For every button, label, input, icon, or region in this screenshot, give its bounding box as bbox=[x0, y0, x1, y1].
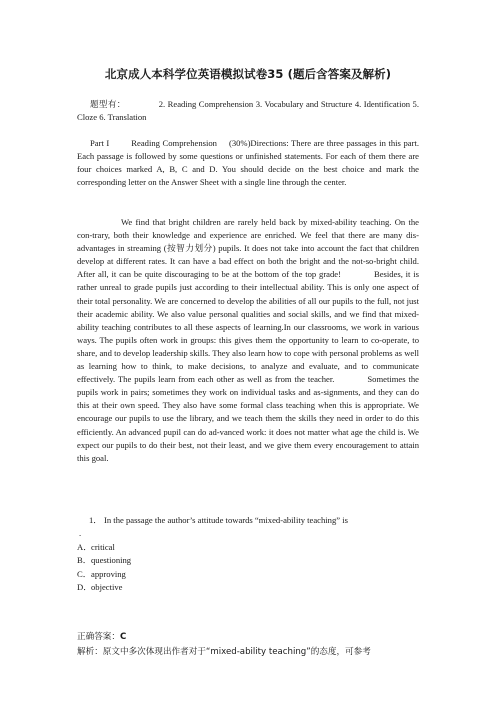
question-types-line bbox=[77, 98, 419, 124]
explanation-text: 原文中多次体现出作者对于“mixed-ability teaching”的态度，可参考 bbox=[102, 647, 371, 657]
option-text: critical bbox=[91, 542, 115, 552]
option-letter: D． bbox=[77, 581, 92, 592]
document-title: 北京成人本科学位英语模拟试卷35 (题后含答案及解析) bbox=[104, 67, 392, 81]
option-text: questioning bbox=[91, 555, 132, 566]
option-letter: C． bbox=[77, 568, 92, 579]
option-b[interactable] bbox=[77, 554, 131, 567]
explanation-label: 解析： bbox=[77, 647, 103, 657]
option-d[interactable] bbox=[77, 581, 131, 594]
passage-text-b: Besides, it is rather unreal to grade pupils just according to their intellectual ability. This is only one aspect of their total personality. We are concerned to develop the abilities of all our pupils to the full, not just their academic ability. We also value personal qualities and social skills, and we find that mixed-ability teaching contributes to all these aspects of learning.In our classrooms, we work in various ways. The pupils often work in groups: this gives them the opportunity to learn to co-operate, to share, and to develop leadership skills. They also learn how to cope with personal problems as well as learning how to think, to make decisions, to analyze and evaluate, and to communicate effectively. The pupils learn from each other as well as from the teacher. bbox=[77, 269, 419, 385]
question-types-label: 题型有： bbox=[90, 99, 126, 109]
question-types-list: 2. Reading Comprehension 3. Vocabulary and Structure 4. Identification 5. Cloze 6. Translation bbox=[77, 99, 419, 123]
passage-text-a: We find that bright children are rarely held back by mixed-ability teaching. On the con-trary, both their knowledge and experience are enriched. We feel that there are many dis-advantages in streaming (按智力划分) pupils. It does not take into account the fact that children develop at different rates. It can have a bad effect on both the bright and the not-so-bright child. After all, it can be quite discouraging to be at the bottom of the top grade! bbox=[77, 217, 419, 280]
correct-answer-value: C bbox=[119, 632, 127, 642]
option-letter: A． bbox=[77, 542, 92, 552]
question-number: 1． bbox=[89, 515, 102, 525]
correct-answer bbox=[77, 630, 126, 642]
passage-text-c: Sometimes the pupils work in pairs; sometimes they work on individual tasks and as-signments, and they can do this at their own speed. They also have some formal class teaching when this is appropriate. We encourage our pupils to use the library, and we teach them the skills they need in order to do this efficiently. An advanced pupil can do ad-vanced work: it does not matter what age the child is. We expect our pupils to do their best, not their least, and we give them every encouragement to attain this goal. bbox=[77, 374, 419, 463]
answer-options bbox=[77, 541, 131, 594]
part-heading: Part I bbox=[90, 138, 110, 148]
part-directions-text: (30%)Directions: There are three passages in this part. Each passage is followed by some questions or unfinished statements. For each of them there are four choices marked A, B, C and D. You should decide on the best choice and mark the corresponding letter on the Answer Sheet with a single line through the center. bbox=[77, 138, 419, 188]
question-text: In the passage the author’s attitude towards “mixed-ability teaching” is bbox=[104, 515, 348, 525]
option-c[interactable] bbox=[77, 568, 131, 581]
correct-answer-label: 正确答案： bbox=[77, 632, 120, 642]
answer-explanation bbox=[77, 645, 422, 657]
option-text: approving bbox=[91, 568, 126, 579]
option-letter: B． bbox=[77, 555, 92, 566]
question-1 bbox=[77, 514, 419, 540]
part-directions bbox=[77, 137, 419, 189]
question-blank: . bbox=[79, 528, 82, 539]
part-name: Reading Comprehension bbox=[131, 138, 217, 148]
option-text: objective bbox=[91, 581, 123, 592]
reading-passage bbox=[77, 216, 419, 465]
option-a[interactable] bbox=[77, 541, 131, 554]
